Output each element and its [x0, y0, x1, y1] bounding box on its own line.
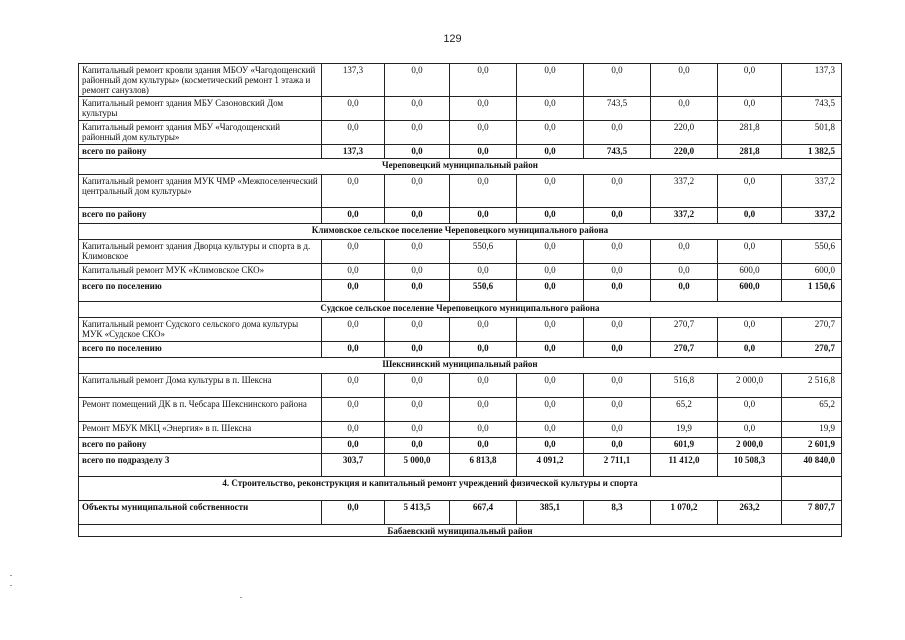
item-name: Ремонт МБУК МКЦ «Энергия» в п. Шексна — [79, 422, 322, 438]
value-cell: 0,0 — [517, 240, 584, 264]
value-cell: 0,0 — [385, 342, 450, 358]
value-total-cell: 600,0 — [782, 264, 842, 280]
value-cell: 0,0 — [450, 342, 517, 358]
group-heading: Череповецкий муниципальный район — [79, 159, 842, 175]
value-cell: 0,0 — [517, 97, 584, 121]
value-cell: 0,0 — [584, 121, 651, 145]
value-cell: 0,0 — [385, 97, 450, 121]
group-heading: Климовское сельское поселение Череповецкого муниципального района — [79, 224, 842, 240]
table-group-heading-row — [79, 159, 842, 175]
value-cell: 0,0 — [322, 422, 385, 438]
value-cell: 0,0 — [322, 121, 385, 145]
value-cell: 0,0 — [651, 240, 718, 264]
value-cell: 2 000,0 — [718, 438, 782, 454]
value-cell: 5 413,5 — [385, 501, 450, 525]
value-cell: 0,0 — [584, 318, 651, 342]
table-row — [79, 398, 842, 422]
value-cell: 743,5 — [584, 97, 651, 121]
value-cell: 0,0 — [450, 97, 517, 121]
value-total-cell: 270,7 — [782, 342, 842, 358]
value-total-cell: 2 516,8 — [782, 374, 842, 398]
value-cell: 0,0 — [718, 97, 782, 121]
value-total-cell: 19,9 — [782, 422, 842, 438]
table-row — [79, 422, 842, 438]
value-cell: 0,0 — [385, 374, 450, 398]
value-cell: 281,8 — [718, 121, 782, 145]
value-cell: 0,0 — [584, 374, 651, 398]
value-cell: 0,0 — [450, 422, 517, 438]
value-cell: 10 508,3 — [718, 454, 782, 477]
value-cell: 0,0 — [517, 121, 584, 145]
value-cell: 0,0 — [385, 175, 450, 208]
value-cell: 0,0 — [385, 208, 450, 224]
value-cell: 0,0 — [385, 64, 450, 97]
value-cell: 0,0 — [450, 438, 517, 454]
scan-speck — [10, 585, 12, 586]
value-cell: 4 091,2 — [517, 454, 584, 477]
value-total-cell: 40 840,0 — [782, 454, 842, 477]
value-cell: 5 000,0 — [385, 454, 450, 477]
value-cell: 281,8 — [718, 145, 782, 159]
value-cell: 0,0 — [718, 342, 782, 358]
value-cell: 6 813,8 — [450, 454, 517, 477]
value-cell: 263,2 — [718, 501, 782, 525]
value-cell: 0,0 — [450, 175, 517, 208]
value-total-cell: 7 807,7 — [782, 501, 842, 525]
value-cell: 0,0 — [517, 318, 584, 342]
total-label: всего по району — [79, 208, 322, 224]
total-label: всего по поселению — [79, 342, 322, 358]
value-cell: 0,0 — [584, 208, 651, 224]
value-cell: 337,2 — [651, 175, 718, 208]
value-cell: 0,0 — [322, 240, 385, 264]
value-cell: 137,3 — [322, 64, 385, 97]
table-row — [79, 264, 842, 280]
value-cell: 0,0 — [718, 175, 782, 208]
value-cell: 8,3 — [584, 501, 651, 525]
value-cell: 0,0 — [385, 145, 450, 159]
table-group-heading-row — [79, 525, 842, 537]
value-cell: 0,0 — [584, 422, 651, 438]
item-name: Капитальный ремонт здания Дворца культуры и спорта в д. Климовское — [79, 240, 322, 264]
table-total-row — [79, 145, 842, 159]
value-cell: 0,0 — [385, 438, 450, 454]
item-name: Капитальный ремонт здания МУК ЧМР «Межпоселенческий центральный дом культуры» — [79, 175, 322, 208]
value-total-cell: 743,5 — [782, 97, 842, 121]
value-cell: 19,9 — [651, 422, 718, 438]
value-cell: 303,7 — [322, 454, 385, 477]
value-cell: 0,0 — [385, 422, 450, 438]
value-cell: 0,0 — [450, 398, 517, 422]
value-cell: 550,6 — [450, 240, 517, 264]
value-cell: 220,0 — [651, 121, 718, 145]
item-name: Ремонт помещений ДК в п. Чебсара Шекснинского района — [79, 398, 322, 422]
value-cell: 11 412,0 — [651, 454, 718, 477]
item-name: Капитальный ремонт кровли здания МБОУ «Чагодощенский районный дом культуры» (косметический ремонт 1 этажа и ремонт санузлов) — [79, 64, 322, 97]
table-section-row — [79, 477, 842, 501]
table-total-row — [79, 342, 842, 358]
value-cell: 516,8 — [651, 374, 718, 398]
value-cell: 337,2 — [651, 208, 718, 224]
value-cell: 0,0 — [517, 280, 584, 302]
value-cell: 270,7 — [651, 342, 718, 358]
value-total-cell: 270,7 — [782, 318, 842, 342]
value-cell: 0,0 — [517, 342, 584, 358]
item-name: Капитальный ремонт МУК «Климовское СКО» — [79, 264, 322, 280]
value-cell: 0,0 — [651, 280, 718, 302]
value-cell: 0,0 — [718, 208, 782, 224]
value-cell: 0,0 — [584, 264, 651, 280]
value-cell: 0,0 — [450, 64, 517, 97]
item-name: Капитальный ремонт здания МБУ «Чагодощенский районный дом культуры» — [79, 121, 322, 145]
value-cell: 0,0 — [517, 145, 584, 159]
value-cell: 0,0 — [385, 264, 450, 280]
value-cell: 0,0 — [385, 280, 450, 302]
value-cell: 0,0 — [385, 398, 450, 422]
value-cell: 0,0 — [718, 398, 782, 422]
value-cell: 0,0 — [718, 318, 782, 342]
value-cell: 0,0 — [584, 64, 651, 97]
value-cell: 270,7 — [651, 318, 718, 342]
value-cell: 0,0 — [584, 280, 651, 302]
total-label: всего по подразделу 3 — [79, 454, 322, 477]
value-cell: 0,0 — [450, 318, 517, 342]
value-total-cell: 65,2 — [782, 398, 842, 422]
table-total-row — [79, 454, 842, 477]
value-cell: 601,9 — [651, 438, 718, 454]
value-cell: 0,0 — [322, 264, 385, 280]
table-total-row — [79, 501, 842, 525]
value-cell: 0,0 — [718, 422, 782, 438]
value-cell: 0,0 — [517, 374, 584, 398]
value-cell: 0,0 — [517, 398, 584, 422]
value-cell: 0,0 — [450, 121, 517, 145]
value-cell: 0,0 — [718, 64, 782, 97]
table-row — [79, 175, 842, 208]
value-cell: 65,2 — [651, 398, 718, 422]
scan-speck — [10, 575, 12, 576]
value-cell: 0,0 — [517, 175, 584, 208]
table-row — [79, 121, 842, 145]
value-cell: 0,0 — [651, 264, 718, 280]
value-cell: 0,0 — [385, 121, 450, 145]
group-heading: Бабаевский муниципальный район — [79, 525, 842, 537]
value-cell: 137,3 — [322, 145, 385, 159]
value-cell: 220,0 — [651, 145, 718, 159]
value-cell: 0,0 — [517, 438, 584, 454]
value-total-cell: 337,2 — [782, 175, 842, 208]
value-total-cell: 137,3 — [782, 64, 842, 97]
scan-speck — [240, 597, 242, 598]
value-cell: 0,0 — [584, 342, 651, 358]
value-cell: 0,0 — [651, 97, 718, 121]
value-cell: 550,6 — [450, 280, 517, 302]
value-cell: 0,0 — [584, 398, 651, 422]
table-row — [79, 374, 842, 398]
empty-cell — [782, 477, 842, 501]
value-cell: 0,0 — [651, 64, 718, 97]
value-cell: 0,0 — [517, 264, 584, 280]
value-cell: 0,0 — [584, 175, 651, 208]
value-cell: 0,0 — [322, 175, 385, 208]
value-cell: 1 070,2 — [651, 501, 718, 525]
value-cell: 0,0 — [450, 374, 517, 398]
value-cell: 0,0 — [517, 208, 584, 224]
value-cell: 0,0 — [322, 97, 385, 121]
value-cell: 0,0 — [322, 342, 385, 358]
value-total-cell: 337,2 — [782, 208, 842, 224]
section-heading: 4. Строительство, реконструкция и капитальный ремонт учреждений физической культуры и спорта — [79, 477, 782, 501]
value-cell: 0,0 — [718, 240, 782, 264]
value-cell: 0,0 — [322, 208, 385, 224]
value-cell: 0,0 — [385, 318, 450, 342]
value-cell: 0,0 — [385, 240, 450, 264]
item-name: Капитальный ремонт Дома культуры в п. Шексна — [79, 374, 322, 398]
value-cell: 2 711,1 — [584, 454, 651, 477]
group-heading: Шекснинский муниципальный район — [79, 358, 842, 374]
value-cell: 0,0 — [322, 398, 385, 422]
total-label: всего по району — [79, 145, 322, 159]
total-label: Объекты муниципальной собственности — [79, 501, 322, 525]
value-cell: 0,0 — [322, 501, 385, 525]
value-cell: 0,0 — [450, 264, 517, 280]
table-total-row — [79, 208, 842, 224]
item-name: Капитальный ремонт Судского сельского дома культуры МУК «Судское СКО» — [79, 318, 322, 342]
table-group-heading-row — [79, 302, 842, 318]
value-cell: 0,0 — [322, 280, 385, 302]
table-row — [79, 318, 842, 342]
table-group-heading-row — [79, 224, 842, 240]
table-group-heading-row — [79, 358, 842, 374]
value-total-cell: 501,8 — [782, 121, 842, 145]
value-cell: 0,0 — [322, 318, 385, 342]
total-label: всего по району — [79, 438, 322, 454]
value-cell: 667,4 — [450, 501, 517, 525]
item-name: Капитальный ремонт здания МБУ Сазоновский Дом культуры — [79, 97, 322, 121]
total-label: всего по поселению — [79, 280, 322, 302]
value-cell: 0,0 — [584, 240, 651, 264]
value-cell: 0,0 — [450, 145, 517, 159]
value-cell: 0,0 — [517, 64, 584, 97]
table-total-row — [79, 280, 842, 302]
value-cell: 0,0 — [517, 422, 584, 438]
value-cell: 600,0 — [718, 264, 782, 280]
value-cell: 0,0 — [322, 374, 385, 398]
value-cell: 0,0 — [322, 438, 385, 454]
value-total-cell: 550,6 — [782, 240, 842, 264]
table-total-row — [79, 438, 842, 454]
table-row — [79, 240, 842, 264]
value-cell: 600,0 — [718, 280, 782, 302]
value-cell: 743,5 — [584, 145, 651, 159]
table-row — [79, 97, 842, 121]
value-cell: 385,1 — [517, 501, 584, 525]
value-cell: 0,0 — [450, 208, 517, 224]
budget-table — [78, 63, 842, 537]
page-number: 129 — [443, 33, 462, 45]
value-cell: 2 000,0 — [718, 374, 782, 398]
value-total-cell: 2 601,9 — [782, 438, 842, 454]
value-total-cell: 1 150,6 — [782, 280, 842, 302]
value-total-cell: 1 382,5 — [782, 145, 842, 159]
value-cell: 0,0 — [584, 438, 651, 454]
table-row — [79, 64, 842, 97]
group-heading: Судское сельское поселение Череповецкого муниципального района — [79, 302, 842, 318]
